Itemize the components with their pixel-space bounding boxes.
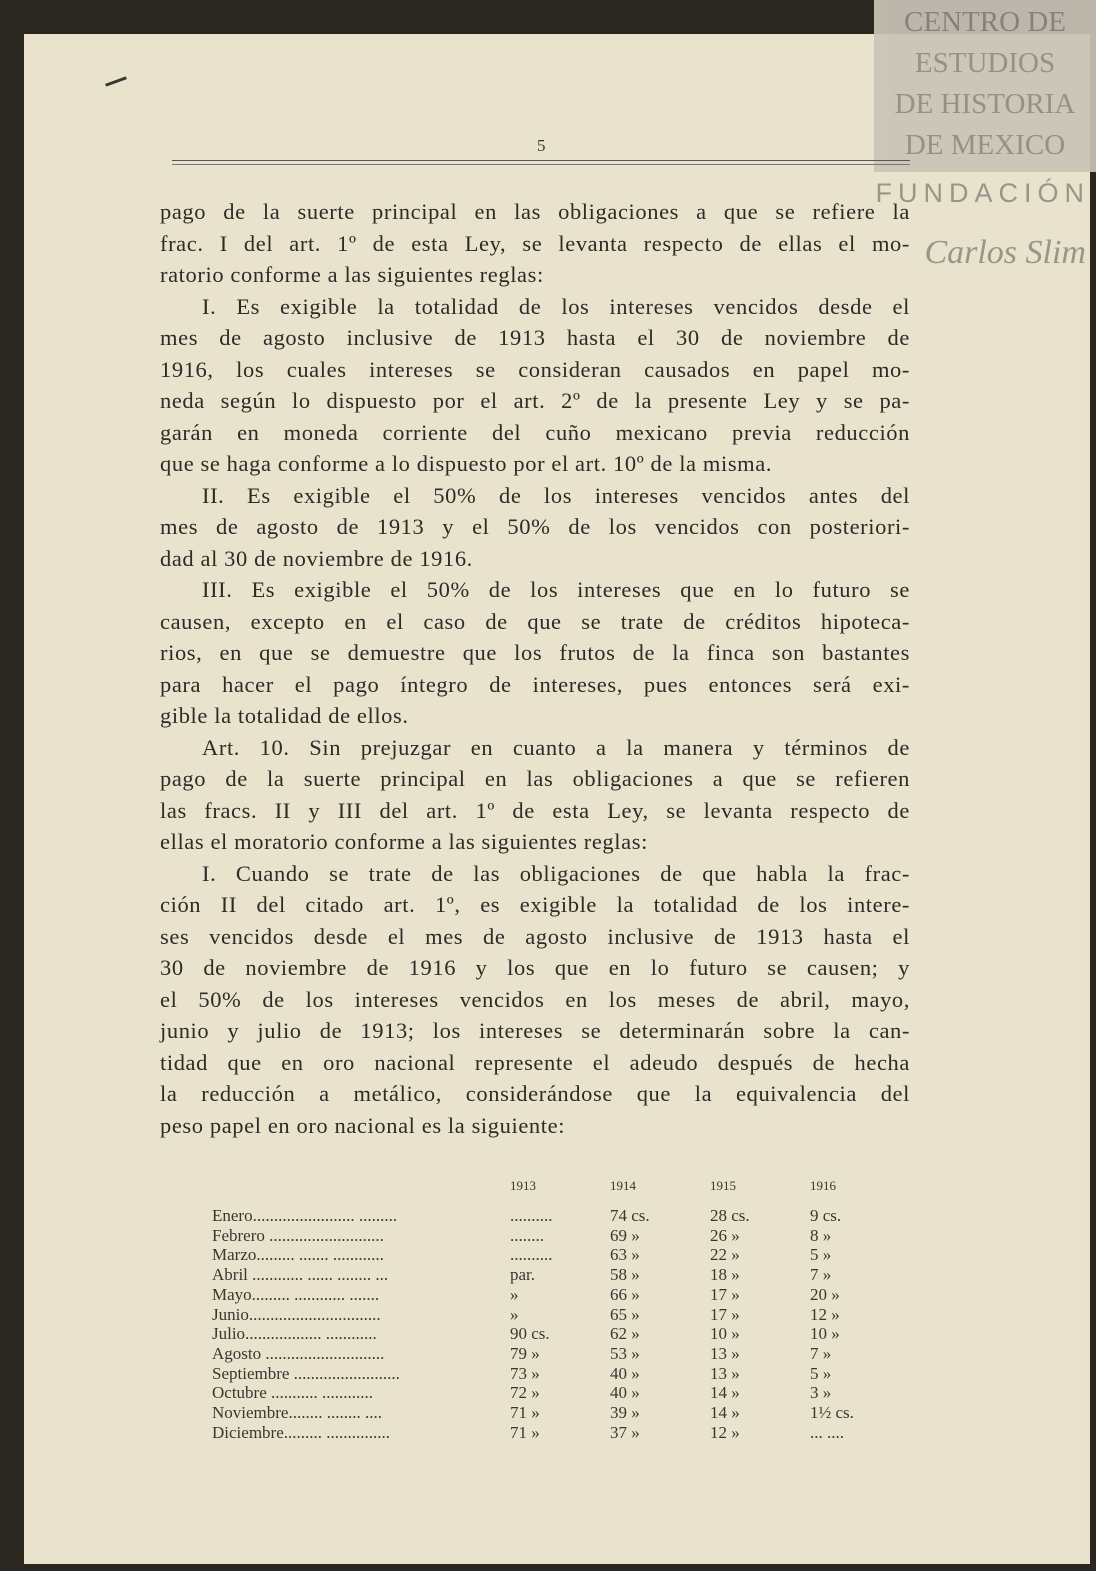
- value-cell: 79 »: [510, 1343, 540, 1363]
- watermark-line: DE HISTORIA: [894, 88, 1076, 120]
- text-line: ellas el moratorio conforme a las siguientes reglas:: [160, 829, 648, 854]
- table-row: [212, 1364, 902, 1384]
- month-cell: Abril ............ ...... ........ ...: [212, 1265, 389, 1285]
- text-line: ratorio conforme a las siguientes reglas:: [160, 262, 544, 287]
- value-cell: 40 »: [610, 1363, 640, 1383]
- text-line: I. Cuando se trate de las obligaciones de que habla la frac-: [202, 860, 910, 886]
- month-cell: Noviembre........ ........ ....: [212, 1403, 382, 1423]
- table-row: [212, 1383, 902, 1403]
- value-cell: 53 »: [610, 1343, 640, 1363]
- value-cell: 14 »: [710, 1403, 740, 1423]
- value-cell: 13 »: [710, 1343, 740, 1363]
- watermark-line: CENTRO DE: [904, 6, 1066, 38]
- value-cell: ... ....: [810, 1422, 844, 1442]
- month-cell: Junio...............................: [212, 1304, 381, 1324]
- year-header: 1913: [510, 1178, 536, 1193]
- value-cell: 7 »: [810, 1265, 832, 1285]
- value-cell: 7 »: [810, 1343, 832, 1363]
- value-cell: 3 »: [810, 1383, 832, 1403]
- text-line: causen, excepto en el caso de que se trate de créditos hipoteca-: [160, 608, 910, 634]
- value-cell: 65 »: [610, 1304, 640, 1324]
- text-line: junio y julio de 1913; los intereses se determinarán sobre la can-: [160, 1018, 910, 1043]
- text-line: ción II del citado art. 1º, es exigible la totalidad de los intere-: [160, 892, 910, 917]
- text-line: peso papel en oro nacional es la siguiente:: [160, 1112, 566, 1138]
- value-cell: 62 »: [610, 1324, 640, 1344]
- year-header: 1916: [810, 1178, 836, 1193]
- value-cell: 74 cs.: [610, 1206, 650, 1225]
- value-cell: ........: [510, 1225, 544, 1245]
- value-cell: 73 »: [510, 1363, 540, 1383]
- archive-watermark: [874, 0, 1096, 172]
- text-line: pago de la suerte principal en las obligaciones a que se refiere la: [160, 199, 910, 224]
- text-line: 30 de noviembre de 1916 y los que en lo futuro se causen; y: [160, 955, 910, 980]
- table-row: [212, 1265, 902, 1285]
- table-row: [212, 1285, 902, 1305]
- exchange-table: [212, 1176, 902, 1442]
- value-cell: 63 »: [610, 1245, 640, 1265]
- text-line: el 50% de los intereses vencidos en los meses de abril, mayo,: [160, 986, 910, 1012]
- value-cell: 18 »: [710, 1265, 740, 1285]
- table-row: [212, 1324, 902, 1344]
- value-cell: 8 »: [810, 1225, 832, 1245]
- text-line: para hacer el pago íntegro de intereses, pues entonces será exi-: [160, 671, 910, 697]
- value-cell: 10 »: [710, 1324, 740, 1344]
- value-cell: ..........: [510, 1206, 553, 1225]
- value-cell: 40 »: [610, 1383, 640, 1403]
- value-cell: 58 »: [610, 1265, 640, 1285]
- value-cell: 17 »: [710, 1284, 740, 1304]
- text-line: garán en moneda corriente del cuño mexicano previa reducción: [160, 419, 910, 445]
- text-line: mes de agosto inclusive de 1913 hasta el 30 de noviembre de: [160, 325, 910, 350]
- month-cell: Marzo......... ....... ............: [212, 1245, 384, 1265]
- body-text: [160, 196, 910, 1141]
- value-cell: 5 »: [810, 1363, 832, 1383]
- table-header-row: [212, 1176, 902, 1206]
- month-cell: Enero........................ .........: [212, 1206, 398, 1225]
- year-header: 1915: [710, 1178, 736, 1193]
- value-cell: 39 »: [610, 1403, 640, 1423]
- value-cell: 26 »: [710, 1225, 740, 1245]
- table-row: [212, 1245, 902, 1265]
- month-cell: Mayo......... ............ .......: [212, 1284, 380, 1304]
- value-cell: 12 »: [810, 1304, 840, 1324]
- value-cell: 1½ cs.: [810, 1403, 854, 1423]
- month-header: [212, 1176, 502, 1206]
- table-row: [212, 1226, 902, 1246]
- table-row: [212, 1305, 902, 1325]
- value-cell: 12 »: [710, 1422, 740, 1442]
- text-line: tidad que en oro nacional represente el adeudo después de hecha: [160, 1049, 910, 1075]
- month-cell: Octubre ........... ............: [212, 1383, 374, 1403]
- watermark-line: ESTUDIOS: [914, 47, 1056, 79]
- value-cell: 13 »: [710, 1363, 740, 1383]
- year-header: 1914: [610, 1178, 636, 1193]
- text-line: pago de la suerte principal en las obligaciones a que se refieren: [160, 766, 910, 791]
- value-cell: 90 cs.: [510, 1324, 550, 1344]
- value-cell: 72 »: [510, 1383, 540, 1403]
- text-line: neda según lo dispuesto por el art. 2º de la presente Ley y se pa-: [160, 388, 910, 413]
- text-line: las fracs. II y III del art. 1º de esta Ley, se levanta respecto de: [160, 797, 910, 823]
- value-cell: 22 »: [710, 1245, 740, 1265]
- table-row: [212, 1423, 902, 1443]
- value-cell: 28 cs.: [710, 1206, 750, 1225]
- month-cell: Julio.................. ............: [212, 1324, 377, 1344]
- value-cell: 9 cs.: [810, 1206, 842, 1225]
- text-line: mes de agosto de 1913 y el 50% de los vencidos con posteriori-: [160, 514, 910, 539]
- value-cell: 71 »: [510, 1403, 540, 1423]
- text-line: gible la totalidad de ellos.: [160, 703, 409, 728]
- watermark-fundacion: FUNDACIÓN: [875, 178, 1090, 208]
- table-row: [212, 1206, 902, 1226]
- value-cell: »: [510, 1284, 519, 1304]
- month-cell: Diciembre......... ...............: [212, 1422, 390, 1442]
- text-line: rios, en que se demuestre que los frutos de la finca son bastantes: [160, 640, 910, 665]
- month-cell: Febrero ...........................: [212, 1225, 384, 1245]
- value-cell: 20 »: [810, 1284, 840, 1304]
- text-line: Art. 10. Sin prejuzgar en cuanto a la manera y términos de: [202, 734, 910, 760]
- value-cell: 14 »: [710, 1383, 740, 1403]
- value-cell: 5 »: [810, 1245, 832, 1265]
- page-number: 5: [537, 136, 546, 155]
- value-cell: 37 »: [610, 1422, 640, 1442]
- value-cell: »: [510, 1304, 519, 1324]
- text-line: que se haga conforme a lo dispuesto por el art. 10º de la misma.: [160, 451, 773, 476]
- text-line: la reducción a metálico, considerándose que la equivalencia del: [160, 1081, 910, 1106]
- month-cell: Agosto ............................: [212, 1343, 385, 1363]
- value-cell: ..........: [510, 1245, 553, 1265]
- value-cell: par.: [510, 1265, 536, 1285]
- value-cell: 17 »: [710, 1304, 740, 1324]
- text-line: ses vencidos desde el mes de agosto inclusive de 1913 hasta el: [160, 923, 910, 949]
- table-row: [212, 1403, 902, 1423]
- month-cell: Septiembre .........................: [212, 1363, 400, 1383]
- value-cell: 10 »: [810, 1324, 840, 1344]
- text-line: dad al 30 de noviembre de 1916.: [160, 545, 473, 571]
- text-line: III. Es exigible el 50% de los intereses que en lo futuro se: [202, 577, 910, 602]
- text-line: I. Es exigible la totalidad de los intereses vencidos desde el: [202, 293, 910, 319]
- value-cell: 71 »: [510, 1422, 540, 1442]
- watermark-line: DE MEXICO: [904, 129, 1066, 161]
- header-rule: [172, 160, 910, 165]
- text-line: frac. I del art. 1º de esta Ley, se levanta respecto de ellas el mo-: [160, 230, 910, 256]
- watermark-signature: Carlos Slim: [924, 234, 1086, 271]
- value-cell: 69 »: [610, 1225, 640, 1245]
- text-line: II. Es exigible el 50% de los intereses vencidos antes del: [202, 482, 910, 508]
- table-row: [212, 1344, 902, 1364]
- text-line: 1916, los cuales intereses se consideran causados en papel mo-: [160, 356, 910, 382]
- value-cell: 66 »: [610, 1284, 640, 1304]
